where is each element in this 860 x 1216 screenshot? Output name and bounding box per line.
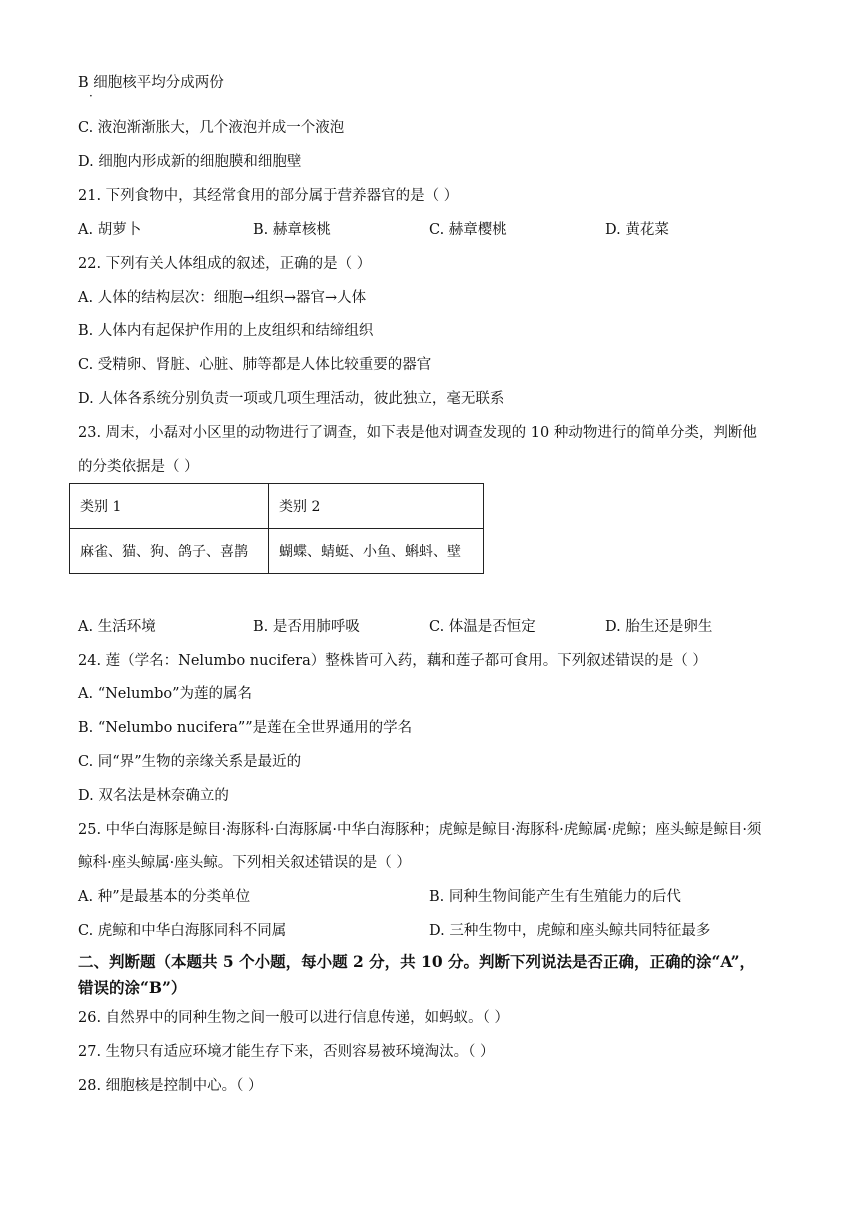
q23-stem-line2: 的分类依据是（ ）	[78, 459, 199, 475]
q21-option-c: C. 赫章樱桃	[429, 222, 507, 238]
q21-stem: 21. 下列食物中，其经常食用的部分属于营养器官的是（ ）	[78, 188, 459, 204]
q25-stem-line2: 鲸科·座头鲸属·座头鲸。下列相关叙述错误的是（ ）	[78, 855, 411, 871]
q20-option-c: C. 液泡渐渐胀大，几个液泡并成一个液泡	[78, 120, 345, 136]
q24-stem: 24. 莲（学名：Nelumbo nucifera）整株皆可入药，藕和莲子都可食用。下列叙述错误的是（ ）	[78, 653, 707, 669]
q23-option-b: B. 是否用肺呼吸	[253, 619, 360, 635]
q25-option-a: A. 种”是最基本的分类单位	[78, 889, 251, 905]
q25-option-b: B. 同种生物间能产生有生殖能力的后代	[429, 889, 681, 905]
q20-option-d: D. 细胞内形成新的细胞膜和细胞壁	[78, 154, 302, 170]
q22-stem: 22. 下列有关人体组成的叙述，正确的是（ ）	[78, 256, 372, 272]
q22-option-b: B. 人体内有起保护作用的上皮组织和结缔组织	[78, 323, 374, 339]
table-cell: 麻雀、猫、狗、鸽子、喜鹊	[70, 529, 269, 574]
q23-option-d: D. 胎生还是卵生	[605, 619, 713, 635]
section-heading-line1: 二、判断题（本题共 5 个小题，每小题 2 分，共 10 分。判断下列说法是否正确，正确的涂“A”，	[78, 952, 756, 971]
q21-option-d: D. 黄花菜	[605, 222, 669, 238]
q24-option-a: A. “Nelumbo”为莲的属名	[78, 686, 253, 702]
table-cell: 蝴蝶、蜻蜓、小鱼、蝌蚪、壁	[269, 529, 484, 574]
q22-option-c: C. 受精卵、肾脏、心脏、肺等都是人体比较重要的器官	[78, 357, 432, 373]
q20-option-b: B 细胞核平均分成两份	[78, 75, 224, 91]
classification-table	[69, 483, 484, 574]
q25-option-d: D. 三种生物中，虎鲸和座头鲸共同特征最多	[429, 923, 711, 939]
table-header-cell: 类别 2	[269, 484, 484, 529]
q22-option-d: D. 人体各系统分别负责一项或几项生理活动，彼此独立，毫无联系	[78, 391, 505, 407]
table-header-cell: 类别 1	[70, 484, 269, 529]
table-header-row	[70, 484, 484, 529]
q23-option-c: C. 体温是否恒定	[429, 619, 536, 635]
q23-stem-line1: 23. 周末，小磊对小区里的动物进行了调查，如下表是他对调查发现的 10 种动物进行的简单分类，判断他	[78, 425, 757, 441]
q21-option-a: A. 胡萝卜	[78, 222, 142, 238]
section-heading-line2: 错误的涂“B”）	[78, 978, 187, 997]
q21-option-b: B. 赫章核桃	[253, 222, 331, 238]
q26-stem: 26. 自然界中的同种生物之间一般可以进行信息传递，如蚂蚁。（ ）	[78, 1010, 510, 1026]
q22-option-a: A. 人体的结构层次：细胞→组织→器官→人体	[78, 290, 367, 306]
q27-stem: 27. 生物只有适应环境才能生存下来，否则容易被环境淘汰。（ ）	[78, 1044, 495, 1060]
q25-stem-line1: 25. 中华白海豚是鲸目·海豚科·白海豚属·中华白海豚种；虎鲸是鲸目·海豚科·虎鲸属·虎鲸；座头鲸是鲸目·须	[78, 822, 762, 838]
q24-option-d: D. 双名法是林奈确立的	[78, 788, 229, 804]
q28-stem: 28. 细胞核是控制中心。（ ）	[78, 1078, 263, 1094]
q24-option-b: B. “Nelumbo nucifera””是莲在全世界通用的学名	[78, 720, 413, 736]
table-row	[70, 529, 484, 574]
q23-option-a: A. 生活环境	[78, 619, 156, 635]
q24-option-c: C. 同“界”生物的亲缘关系是最近的	[78, 754, 302, 770]
decorative-dot: ·	[89, 89, 93, 103]
q25-option-c: C. 虎鲸和中华白海豚同科不同属	[78, 923, 287, 939]
